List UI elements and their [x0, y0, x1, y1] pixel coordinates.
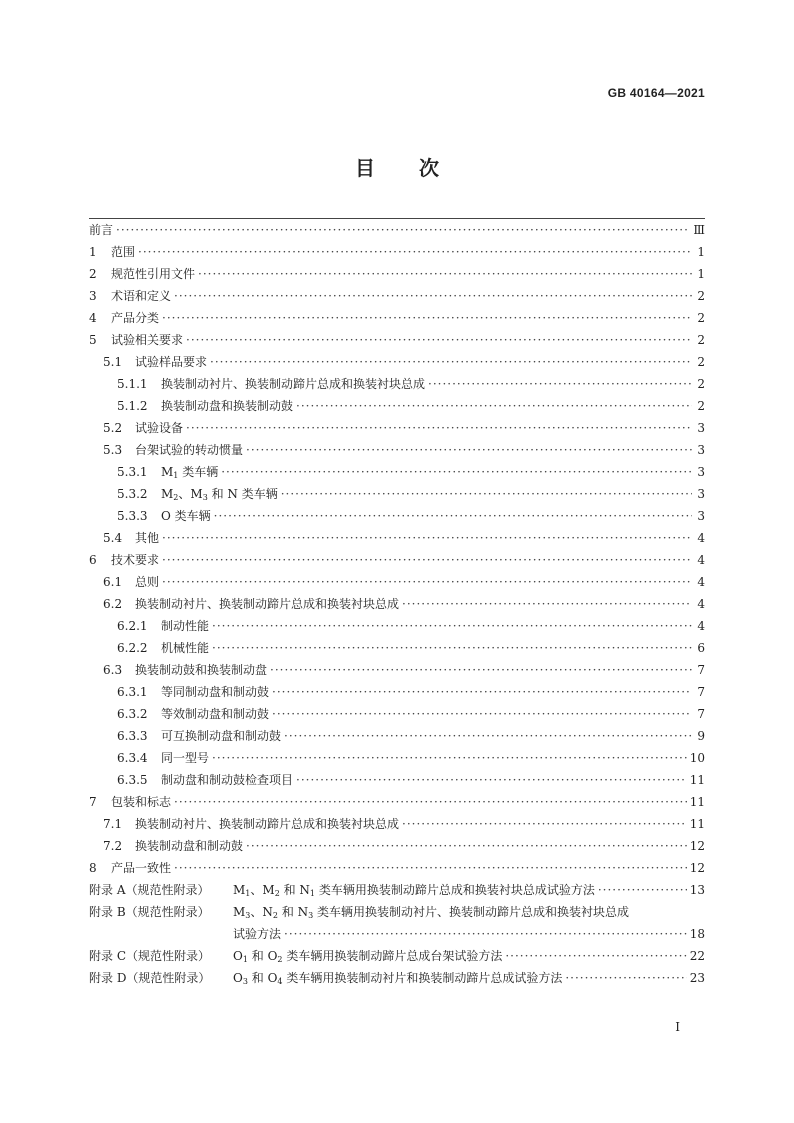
dot-leader [186, 417, 692, 439]
toc-entry-page: 23 [689, 971, 705, 985]
toc-entry-1[interactable] [89, 241, 705, 263]
toc-entry-appendix-c[interactable] [89, 945, 705, 967]
dot-leader [214, 505, 692, 527]
toc-entry-page: 13 [689, 883, 705, 897]
toc-entry-page: 3 [697, 487, 705, 501]
toc-entry-page: 2 [697, 289, 705, 303]
toc-entry-page: 7 [697, 663, 705, 677]
toc-entry-number: 7.2 [103, 839, 123, 853]
toc-entry-number: 3 [89, 289, 97, 303]
toc-entry-number: 6.1 [103, 575, 123, 589]
toc-entry-text: 换装制动盘和制动鼓 [135, 839, 244, 853]
dot-leader [138, 241, 692, 263]
dot-leader [246, 439, 692, 461]
dot-leader [565, 967, 686, 989]
toc-entry-text: 换装制动衬片、换装制动蹄片总成和换装衬块总成 [135, 817, 400, 831]
toc-entry-page: 11 [689, 817, 705, 831]
toc-entry-6-3[interactable] [89, 659, 705, 681]
dot-leader [162, 549, 692, 571]
table-of-contents [89, 218, 705, 989]
toc-entry-page: 9 [697, 729, 705, 743]
toc-entry-page: 4 [697, 531, 705, 545]
toc-entry-text: 制动盘和制动鼓检查项目 [161, 773, 294, 787]
toc-entry-page: 2 [697, 399, 705, 413]
dot-leader [402, 593, 692, 615]
toc-entry-appendix-b[interactable] [89, 901, 705, 923]
toc-entry-page: 2 [697, 377, 705, 391]
dot-leader [505, 945, 686, 967]
toc-entry-text: $M_2$、$M_3$ 和 N 类车辆 [161, 487, 278, 502]
toc-entry-page: 1 [697, 267, 705, 281]
dot-leader [174, 791, 687, 813]
toc-entry-page: 2 [697, 355, 705, 369]
toc-entry-6-2-2[interactable] [89, 637, 705, 659]
toc-entry-5-3-3[interactable] [89, 505, 705, 527]
dot-leader [284, 725, 692, 747]
toc-entry-number: 6.3.4 [117, 751, 148, 765]
toc-entry-appendix-d[interactable] [89, 967, 705, 989]
appendix-label: 附录 A（规范性附录） [89, 883, 210, 897]
toc-entry-page: 11 [689, 795, 705, 809]
toc-entry-6-3-2[interactable] [89, 703, 705, 725]
toc-entry-7-1[interactable] [89, 813, 705, 835]
toc-entry-page: 4 [697, 597, 705, 611]
toc-entry-page: 2 [697, 311, 705, 325]
toc-entry-text: 范围 [111, 245, 136, 259]
dot-leader [174, 857, 687, 879]
dot-leader [186, 329, 692, 351]
toc-entry-text: 前言 [89, 223, 114, 237]
toc-entry-number: 5.2 [103, 421, 123, 435]
toc-entry-text: 可互换制动盘和制动鼓 [161, 729, 282, 743]
toc-entry-number: 4 [89, 311, 97, 325]
toc-entry-number: 7.1 [103, 817, 123, 831]
toc-entry-6-3-4[interactable] [89, 747, 705, 769]
toc-entry-page: 18 [689, 927, 705, 941]
toc-entry-number: 8 [89, 861, 97, 875]
toc-entry-6-3-3[interactable] [89, 725, 705, 747]
toc-entry-7-2[interactable] [89, 835, 705, 857]
toc-entry-text: 台架试验的转动惯量 [135, 443, 244, 457]
toc-entry-foreword[interactable] [89, 219, 705, 241]
toc-entry-text: 术语和定义 [111, 289, 172, 303]
toc-entry-5-3-1[interactable] [89, 461, 705, 483]
title-char-1: 目 [355, 156, 375, 180]
toc-entry-page: 7 [697, 685, 705, 699]
toc-entry-appendix-b-continued[interactable] [89, 923, 705, 945]
toc-entry-page: 12 [689, 861, 705, 875]
dot-leader [402, 813, 687, 835]
toc-entry-number: 7 [89, 795, 97, 809]
dot-leader [210, 351, 692, 373]
toc-entry-number: 5.3.3 [117, 509, 148, 523]
dot-leader [162, 307, 692, 329]
toc-entry-number: 5.3.2 [117, 487, 148, 501]
toc-entry-text: 总则 [135, 575, 160, 589]
toc-entry-number: 5.1.1 [117, 377, 148, 391]
dot-leader [221, 461, 692, 483]
dot-leader [246, 835, 687, 857]
dot-leader [162, 571, 692, 593]
toc-entry-page: 22 [689, 949, 705, 963]
appendix-label: 附录 B（规范性附录） [89, 905, 210, 919]
dot-leader [270, 659, 692, 681]
toc-entry-5[interactable] [89, 329, 705, 351]
toc-entry-text: 产品分类 [111, 311, 160, 325]
toc-entry-number: 5.3.1 [117, 465, 148, 479]
dot-leader [174, 285, 692, 307]
toc-entry-page: 1 [697, 245, 705, 259]
toc-entry-number: 1 [89, 245, 97, 259]
toc-entry-number: 6.3.2 [117, 707, 148, 721]
toc-entry-page: 4 [697, 619, 705, 633]
dot-leader [296, 395, 692, 417]
toc-entry-number: 6.3.5 [117, 773, 148, 787]
toc-entry-number: 5.1 [103, 355, 123, 369]
toc-entry-5-1-2[interactable] [89, 395, 705, 417]
toc-entry-page: 6 [697, 641, 705, 655]
toc-entry-text: 试验设备 [135, 421, 184, 435]
toc-entry-text: 试验样品要求 [135, 355, 208, 369]
toc-entry-number: 6.2.2 [117, 641, 148, 655]
toc-entry-5-3[interactable] [89, 439, 705, 461]
page-title [0, 152, 794, 181]
toc-entry-page: 4 [697, 575, 705, 589]
toc-entry-text: 换装制动衬片、换装制动蹄片总成和换装衬块总成 [135, 597, 400, 611]
toc-entry-number: 5.1.2 [117, 399, 148, 413]
toc-entry-6-3-5[interactable] [89, 769, 705, 791]
toc-entry-appendix-a[interactable] [89, 879, 705, 901]
toc-entry-number: 6.2.1 [117, 619, 148, 633]
dot-leader [272, 681, 692, 703]
toc-entry-8[interactable] [89, 857, 705, 879]
toc-entry-4[interactable] [89, 307, 705, 329]
toc-entry-6-2-1[interactable] [89, 615, 705, 637]
toc-entry-number: 5 [89, 333, 97, 347]
dot-leader [212, 747, 687, 769]
dot-leader [198, 263, 692, 285]
toc-entry-text: 试验相关要求 [111, 333, 184, 347]
toc-entry-text: 等效制动盘和制动鼓 [161, 707, 270, 721]
toc-entry-text: $M_1$、$M_2$ 和 $N_1$ 类车辆用换装制动蹄片总成和换装衬块总成试验方法 [233, 883, 595, 898]
toc-entry-text: $O_1$ 和 $O_2$ 类车辆用换装制动蹄片总成台架试验方法 [233, 949, 503, 964]
toc-entry-page: 10 [689, 751, 705, 765]
toc-entry-3[interactable] [89, 285, 705, 307]
toc-entry-text: $M_3$、$N_2$ 和 $N_3$ 类车辆用换装制动衬片、换装制动蹄片总成和换装衬块总成 [233, 905, 630, 920]
toc-entry-text: O 类车辆 [161, 509, 211, 523]
toc-entry-text: 包装和标志 [111, 795, 172, 809]
toc-entry-text: 技术要求 [111, 553, 160, 567]
toc-entry-page: 12 [689, 839, 705, 853]
dot-leader [598, 879, 687, 901]
dot-leader [212, 615, 692, 637]
dot-leader [281, 483, 692, 505]
toc-entry-page: 4 [697, 553, 705, 567]
toc-entry-number: 6.3.3 [117, 729, 148, 743]
toc-entry-text: 制动性能 [161, 619, 210, 633]
appendix-label: 附录 D（规范性附录） [89, 971, 211, 985]
toc-entry-text: 同一型号 [161, 751, 210, 765]
dot-leader [212, 637, 692, 659]
toc-entry-5-1[interactable] [89, 351, 705, 373]
toc-entry-number: 6.2 [103, 597, 123, 611]
toc-entry-number: 5.3 [103, 443, 123, 457]
dot-leader [116, 219, 690, 241]
toc-entry-7[interactable] [89, 791, 705, 813]
toc-entry-5-4[interactable] [89, 527, 705, 549]
toc-entry-2[interactable] [89, 263, 705, 285]
toc-entry-text: 换装制动衬片、换装制动蹄片总成和换装衬块总成 [161, 377, 426, 391]
toc-entry-text: 换装制动鼓和换装制动盘 [135, 663, 268, 677]
standard-code: GB 40164—2021 [607, 86, 705, 100]
toc-entry-5-1-1[interactable] [89, 373, 705, 395]
toc-entry-number: 6.3 [103, 663, 123, 677]
toc-entry-page: 3 [697, 421, 705, 435]
toc-entry-text: 机械性能 [161, 641, 210, 655]
toc-entry-number: 5.4 [103, 531, 123, 545]
toc-entry-page: 2 [697, 333, 705, 347]
toc-entry-page: 11 [689, 773, 705, 787]
toc-entry-page: Ⅲ [693, 223, 705, 237]
toc-entry-6-1[interactable] [89, 571, 705, 593]
toc-entry-number: 2 [89, 267, 97, 281]
toc-entry-number: 6 [89, 553, 97, 567]
title-char-2: 次 [419, 156, 439, 180]
toc-entry-text: 产品一致性 [111, 861, 172, 875]
toc-entry-text: 规范性引用文件 [111, 267, 196, 281]
dot-leader [162, 527, 692, 549]
dot-leader [272, 703, 692, 725]
toc-entry-text: 换装制动盘和换装制动鼓 [161, 399, 294, 413]
toc-entry-text: $M_1$ 类车辆 [161, 465, 219, 480]
toc-entry-number: 6.3.1 [117, 685, 148, 699]
page-number: I [675, 1020, 680, 1034]
toc-entry-page: 7 [697, 707, 705, 721]
toc-entry-text: $O_3$ 和 $O_4$ 类车辆用换装制动衬片和换装制动蹄片总成试验方法 [233, 971, 563, 986]
dot-leader [428, 373, 692, 395]
toc-entry-6[interactable] [89, 549, 705, 571]
toc-entry-5-3-2[interactable] [89, 483, 705, 505]
toc-entry-page: 3 [697, 509, 705, 523]
appendix-label: 附录 C（规范性附录） [89, 949, 210, 963]
toc-entry-text: 试验方法 [233, 927, 282, 941]
toc-entry-page: 3 [697, 443, 705, 457]
dot-leader [296, 769, 687, 791]
dot-leader [284, 923, 687, 945]
toc-entry-text: 其他 [135, 531, 160, 545]
toc-entry-page: 3 [697, 465, 705, 479]
toc-entry-6-3-1[interactable] [89, 681, 705, 703]
toc-entry-text: 等同制动盘和制动鼓 [161, 685, 270, 699]
toc-entry-6-2[interactable] [89, 593, 705, 615]
toc-entry-5-2[interactable] [89, 417, 705, 439]
